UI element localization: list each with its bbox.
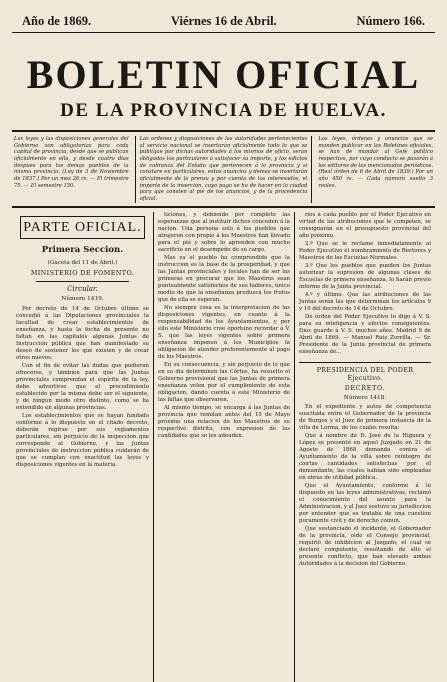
paragraph: De órden del Poder Ejecutivo lo digo á V. S. para su inteligencia y efectos consiguientes. Dios guarde á V. S. muchos años. Madrid 9 de Abril de 1869. — Manuel Ruiz Zorrilla. — Sr. Presidente de la Junta provincial de primera enseñanza de... — [299, 313, 431, 355]
decreto-heading: DECRETO. — [344, 384, 386, 392]
issue-date: Viérnes 16 de Abril. — [170, 14, 277, 28]
paragraph: En su consecuencia, y sin perjuicio de lo que en su dia determinen las Córtes, ha resuelto el Gobierno provisional que las Juntas de primera enseñanza velen por el cumplimiento de esta obligacion, dando cuenta á este Ministerio de las faltas que observaren. — [158, 361, 290, 403]
circular-number: Número 1419. — [61, 296, 104, 303]
notice-band — [12, 130, 435, 208]
masthead-subtitle: DE LA PROVINCIA DE HUELVA. — [60, 100, 387, 121]
section-heading-parte-oficial: PARTE OFICIAL. — [20, 216, 145, 239]
ministry-heading: MINISTERIO DE FOMENTO. — [30, 269, 135, 278]
notice-left: Las leyes y las disposiciones generales del Gobierno son obligatorias para cada capital de provincia, desde que se publican oficialmente en ella, y desde cuatro dias despues para los demas pueblos de la misma provincia. (Ley de 3 de Noviembre de 1837.) Por un mes 26 rs. — El trimestre 75. — El semestre 150. — [14, 136, 129, 189]
paragraph: Por decreto de 14 de Octubre último se concedió á las Diputaciones provinciales la facultad de crear establecimientos de enseñanza, y hasta la fecha de presente no faltan en las capitales algunas Juntas de Instruccion pública que han manifestado su deseo de sostener los que existen y de crear otros nuevos. — [16, 306, 149, 362]
paragraph: 2.º Que se le reclame inmediatamente al Poder Ejecutivo el nombramiento de Rectores y Maestros de las Escuelas Normales. — [299, 240, 431, 261]
article-columns — [12, 212, 435, 682]
column-3 — [294, 212, 435, 682]
column-1 — [12, 212, 153, 682]
paragraph: Que sustanciado el incidente, el Gobernador de la provincia, oido el Consejo provincial, requirió de inhibicion al Juzgado, el cual se declaró competente, resultando de ello el presente conflicto, que han elevado ambas Autoridades á la decision del Gobierno. — [299, 526, 431, 568]
paragraph: Mas ya el pueblo ha comprendido que la instruccion es la base de la prosperidad, y que las Juntas provinciales y locales han de ser las primeras en procurar que los Maestros sean puntualmente satisfechos de sus haberes, único medio de que la enseñanza produzca los frutos que de ella se esperan. — [158, 254, 290, 303]
paragraph: 4.º y último. Que las atribuciones de las Juntas serán las que determinan los artículos 9 y 10 del decreto de 14 de Octubre. — [299, 291, 431, 312]
paragraph: Con el fin de evitar las dudas que pudieran ofrecerse, y tambien para que las Juntas provinciales comprendan el espíritu de la ley, debe advertirse que el procedimiento establecido por la misma debe ser el siguiente, y de ningun modo otro distinto, como se ha entendido en algunas provincias. — [16, 363, 149, 412]
divider — [36, 281, 129, 282]
paragraph: Que el Ayuntamiento, conforme á lo dispuesto en las leyes administrativas, reclamó el conocimiento del asunto para la Administracion, y el Juez sostuvo su jurisdiccion por entender que se trataba de una cuestion puramente civil y de derecho comun. — [299, 483, 431, 525]
decreto-number: Número 1418. — [343, 394, 387, 401]
issue-year: Año de 1869. — [22, 14, 92, 28]
paragraph: rios á cada pueblo por el Poder Ejecutivo en virtud de las atribuciones que le competen, se consignarán en el presupuesto provincial del año próximo. — [299, 211, 431, 239]
notice-right: Los leyes, órdenes y anuncios que se manden publicar en los Boletines oficiales, se han de mandar al Gefe político respectivo, por cuyo conducto se pasarán á los editores de los mencionados periódicos. (Real órden de 6 de Abril de 1839.) Por un año 450 rs. — Cada número suelto 3 reales. — [318, 136, 433, 189]
paragraph: Que á nombre de D. José de la Higuera y López se presentó en aquel Juzgado en 21 de Agosto de 1868 demanda contra el Ayuntamiento de la villa sobre reintegro de ciertas cantidades satisfechas por el demandante, las cuales habian sido empleadas en obras de utilidad pública. — [299, 433, 431, 482]
section-heading-primera: Primera Seccion. — [41, 244, 124, 255]
paragraph: En el expediente y autos de competencia suscitada entre el Gobernador de la provincia de Burgos y el Juez de primera instancia de la villa de Lerma, de los cuales resulta: — [299, 404, 431, 432]
notice-middle: Las ordenes y disposiciones de las autoridades pertenecientes al servicio nacional se insertarán oficialmente todo lo que se publique por dichas autoridades á los mismos de oficio, serán obligados los particulares á satisfacer su importe, y los edictos de cobranza del Estado que pertenecen á la provincia y si constare en particulares, estos anuncios y demas se insertarán oficialmente de la prensa y por cuenta de los interesados, el importe de la insercion, cuyo pago se ha de hacer en la ciudad para que consten al pié de los anuncios, y de la procedencia oficial. — [135, 136, 313, 203]
paragraph: 3.º Que los pueblos que pueden los Juntas autorizar la supresion de algunas clases de Escuelas de primera enseñanza, lo harán previo informe de la Junta provincial. — [299, 262, 431, 290]
column-2 — [153, 212, 294, 682]
masthead-title: BOLETIN OFICIAL — [26, 52, 421, 97]
gaceta-reference: (Gaceta del 11 de Abril.) — [47, 259, 118, 266]
paragraph: ticiones, y debiendo por completo las esperanzas que al instituir dichos conceden á la nacion. Una persona solo á los pueblos que atrajeron con propio á los Maestros han llevado para el pié y sobre lo aprenden con mucho sacrificio en el desempeño de su cargo. — [158, 211, 290, 253]
dateline — [12, 14, 435, 33]
circular-heading: Circular. — [67, 285, 98, 294]
paragraph: Al mismo tiempo, se encarga á las Juntas de provincia que remitan antes del 15 de Mayo próximo una relacion de los Maestros de su respectivo distrito, con expresion de las cantidades que se les adeuden. — [158, 404, 290, 440]
paragraph: No siempre cosa es la interpretacion de las disposiciones vigentes, en cuanto á la responsabilidad de los Ayuntamientos, y por ello este Ministerio cree oportuno recordar á V. S. que las leyes vigentes sobre primera enseñanza imponen á los Municipios la obligacion de atender preferentemente al pago de los Maestros. — [158, 304, 290, 360]
issue-number: Número 166. — [356, 14, 425, 28]
paragraph: Los establecimientos que se hayan fundado conforme á lo dispuesto en el citado decreto, deberán regirse por sus reglamentos particulares, sin perjuicio de la inspeccion que corresponde al Gobierno, y las Juntas provinciales de instruccion pública cuidarán de que se cumplan con exactitud las leyes y disposiciones vigentes en la materia. — [16, 413, 149, 469]
presidencia-heading: PRESIDENCIA DEL PODER Ejecutivo. — [299, 362, 431, 383]
